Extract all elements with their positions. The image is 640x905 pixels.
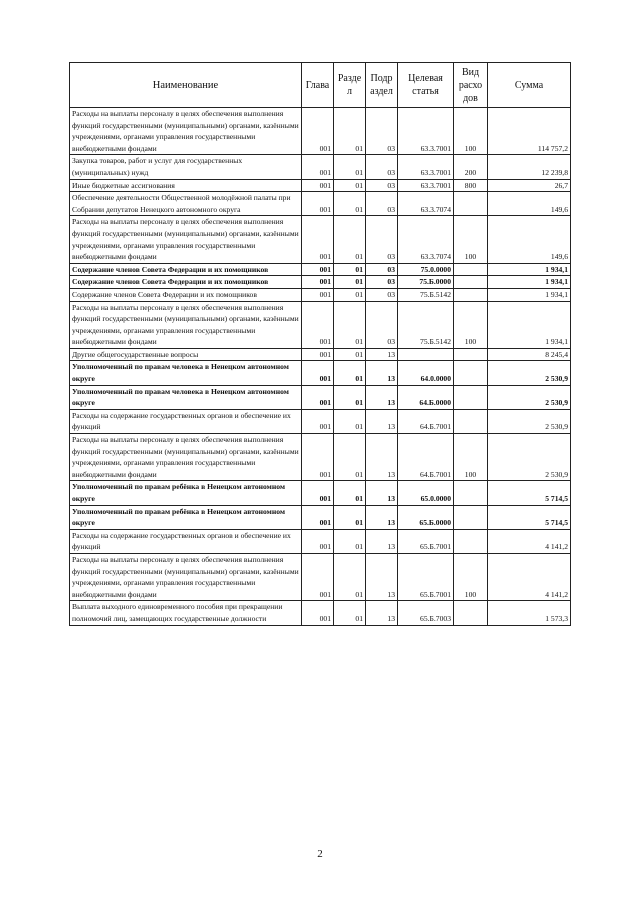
table-row <box>70 385 571 409</box>
cell-vid <box>454 348 488 361</box>
cell-target <box>398 348 454 361</box>
cell-vid: 100 <box>454 434 488 481</box>
cell-razdel: 01 <box>334 481 366 505</box>
cell-vid: 100 <box>454 553 488 600</box>
cell-name: Расходы на содержание государственных органов и обеспечение их функций <box>70 409 302 433</box>
cell-target: 64.Б.7001 <box>398 434 454 481</box>
cell-name: Обеспечение деятельности Общественной молодёжной палаты при Собрании депутатов Ненецкого автономного округа <box>70 192 302 216</box>
cell-podrazdel: 13 <box>366 434 398 481</box>
cell-glava: 001 <box>302 108 334 155</box>
cell-podrazdel: 03 <box>366 263 398 276</box>
table-row <box>70 481 571 505</box>
cell-glava: 001 <box>302 481 334 505</box>
cell-vid <box>454 276 488 289</box>
cell-podrazdel: 03 <box>366 288 398 301</box>
cell-razdel: 01 <box>334 108 366 155</box>
cell-razdel: 01 <box>334 155 366 179</box>
table-row <box>70 601 571 625</box>
cell-razdel: 01 <box>334 529 366 553</box>
cell-razdel: 01 <box>334 179 366 192</box>
cell-glava: 001 <box>302 409 334 433</box>
cell-name: Содержание членов Совета Федерации и их помощников <box>70 288 302 301</box>
header-glava: Глава <box>302 63 334 108</box>
cell-vid <box>454 409 488 433</box>
cell-razdel: 01 <box>334 301 366 348</box>
table-row <box>70 216 571 263</box>
cell-name: Расходы на содержание государственных органов и обеспечение их функций <box>70 529 302 553</box>
table-row <box>70 553 571 600</box>
header-name: Наименование <box>70 63 302 108</box>
cell-glava: 001 <box>302 385 334 409</box>
cell-glava: 001 <box>302 553 334 600</box>
cell-sum: 1 934,1 <box>488 263 571 276</box>
cell-podrazdel: 13 <box>366 553 398 600</box>
cell-glava: 001 <box>302 601 334 625</box>
cell-podrazdel: 13 <box>366 505 398 529</box>
cell-name: Содержание членов Совета Федерации и их помощников <box>70 276 302 289</box>
table-row <box>70 505 571 529</box>
header-podrazdel: Подр аздел <box>366 63 398 108</box>
cell-name: Расходы на выплаты персоналу в целях обеспечения выполнения функций государственными (муниципальными) органами, казёнными учреждениями, органами управления государственными внебюджетными фондами <box>70 301 302 348</box>
cell-name: Уполномоченный по правам ребёнка в Ненецком автономном округе <box>70 481 302 505</box>
cell-name: Другие общегосударственные вопросы <box>70 348 302 361</box>
cell-glava: 001 <box>302 179 334 192</box>
cell-target: 64.0.0000 <box>398 361 454 385</box>
cell-glava: 001 <box>302 301 334 348</box>
cell-razdel: 01 <box>334 276 366 289</box>
cell-target: 65.0.0000 <box>398 481 454 505</box>
cell-glava: 001 <box>302 348 334 361</box>
cell-glava: 001 <box>302 263 334 276</box>
cell-sum: 8 245,4 <box>488 348 571 361</box>
cell-target: 75.Б.5142 <box>398 288 454 301</box>
cell-vid <box>454 288 488 301</box>
cell-target: 65.Б.7003 <box>398 601 454 625</box>
table-row <box>70 409 571 433</box>
cell-razdel: 01 <box>334 434 366 481</box>
cell-name: Расходы на выплаты персоналу в целях обеспечения выполнения функций государственными (муниципальными) органами, казёнными учреждениями, органами управления государственными внебюджетными фондами <box>70 108 302 155</box>
header-target: Целевая статья <box>398 63 454 108</box>
cell-podrazdel: 03 <box>366 276 398 289</box>
cell-razdel: 01 <box>334 192 366 216</box>
cell-glava: 001 <box>302 216 334 263</box>
cell-razdel: 01 <box>334 553 366 600</box>
cell-target: 75.0.0000 <box>398 263 454 276</box>
table-row <box>70 276 571 289</box>
cell-target: 63.3.7074 <box>398 192 454 216</box>
cell-vid <box>454 385 488 409</box>
cell-razdel: 01 <box>334 361 366 385</box>
table-row <box>70 348 571 361</box>
cell-sum: 2 530,9 <box>488 385 571 409</box>
cell-name: Закупка товаров, работ и услуг для государственных (муниципальных) нужд <box>70 155 302 179</box>
cell-vid <box>454 361 488 385</box>
cell-razdel: 01 <box>334 409 366 433</box>
cell-razdel: 01 <box>334 505 366 529</box>
cell-sum: 1 934,1 <box>488 288 571 301</box>
table-row <box>70 434 571 481</box>
cell-podrazdel: 03 <box>366 179 398 192</box>
cell-sum: 4 141,2 <box>488 553 571 600</box>
cell-podrazdel: 03 <box>366 108 398 155</box>
cell-podrazdel: 13 <box>366 385 398 409</box>
cell-sum: 5 714,5 <box>488 481 571 505</box>
cell-name: Выплата выходного единовременного пособия при прекращении полномочий лиц, замещающих государственные должности <box>70 601 302 625</box>
cell-glava: 001 <box>302 288 334 301</box>
cell-sum: 2 530,9 <box>488 361 571 385</box>
cell-target: 64.Б.7001 <box>398 409 454 433</box>
cell-razdel: 01 <box>334 216 366 263</box>
cell-glava: 001 <box>302 505 334 529</box>
table-row <box>70 301 571 348</box>
table-row <box>70 155 571 179</box>
cell-sum: 149,6 <box>488 216 571 263</box>
table-row <box>70 361 571 385</box>
cell-podrazdel: 13 <box>366 601 398 625</box>
cell-podrazdel: 03 <box>366 155 398 179</box>
cell-vid <box>454 505 488 529</box>
cell-target: 63.3.7001 <box>398 179 454 192</box>
cell-name: Расходы на выплаты персоналу в целях обеспечения выполнения функций государственными (муниципальными) органами, казёнными учреждениями, органами управления государственными внебюджетными фондами <box>70 216 302 263</box>
cell-sum: 2 530,9 <box>488 434 571 481</box>
cell-vid <box>454 263 488 276</box>
cell-vid <box>454 601 488 625</box>
cell-podrazdel: 03 <box>366 192 398 216</box>
cell-razdel: 01 <box>334 348 366 361</box>
cell-target: 63.3.7001 <box>398 108 454 155</box>
table-row <box>70 108 571 155</box>
cell-sum: 2 530,9 <box>488 409 571 433</box>
cell-razdel: 01 <box>334 601 366 625</box>
header-razdel: Разде л <box>334 63 366 108</box>
cell-target: 75.Б.5142 <box>398 301 454 348</box>
cell-target: 65.Б.0000 <box>398 505 454 529</box>
cell-sum: 149,6 <box>488 192 571 216</box>
cell-glava: 001 <box>302 192 334 216</box>
cell-target: 63.3.7074 <box>398 216 454 263</box>
cell-podrazdel: 13 <box>366 481 398 505</box>
cell-sum: 26,7 <box>488 179 571 192</box>
cell-sum: 4 141,2 <box>488 529 571 553</box>
cell-razdel: 01 <box>334 385 366 409</box>
cell-target: 65.Б.7001 <box>398 553 454 600</box>
cell-glava: 001 <box>302 529 334 553</box>
table-row <box>70 288 571 301</box>
cell-podrazdel: 13 <box>366 529 398 553</box>
cell-podrazdel: 13 <box>366 361 398 385</box>
header-sum: Сумма <box>488 63 571 108</box>
cell-vid: 100 <box>454 108 488 155</box>
cell-target: 65.Б.7001 <box>398 529 454 553</box>
cell-podrazdel: 03 <box>366 216 398 263</box>
table-row <box>70 192 571 216</box>
cell-name: Уполномоченный по правам ребёнка в Ненецком автономном округе <box>70 505 302 529</box>
cell-name: Расходы на выплаты персоналу в целях обеспечения выполнения функций государственными (муниципальными) органами, казёнными учреждениями, органами управления государственными внебюджетными фондами <box>70 434 302 481</box>
cell-sum: 1 934,1 <box>488 276 571 289</box>
cell-glava: 001 <box>302 434 334 481</box>
cell-vid <box>454 192 488 216</box>
cell-glava: 001 <box>302 361 334 385</box>
cell-target: 64.Б.0000 <box>398 385 454 409</box>
cell-podrazdel: 13 <box>366 409 398 433</box>
header-vid: Вид расхо дов <box>454 63 488 108</box>
page-number: 2 <box>317 848 323 860</box>
cell-razdel: 01 <box>334 288 366 301</box>
cell-name: Уполномоченный по правам человека в Ненецком автономном округе <box>70 361 302 385</box>
cell-podrazdel: 13 <box>366 348 398 361</box>
cell-glava: 001 <box>302 276 334 289</box>
cell-target: 63.3.7001 <box>398 155 454 179</box>
cell-vid: 100 <box>454 301 488 348</box>
cell-vid: 100 <box>454 216 488 263</box>
cell-name: Расходы на выплаты персоналу в целях обеспечения выполнения функций государственными (муниципальными) органами, казёнными учреждениями, органами управления государственными внебюджетными фондами <box>70 553 302 600</box>
cell-sum: 114 757,2 <box>488 108 571 155</box>
cell-vid: 800 <box>454 179 488 192</box>
cell-target: 75.Б.0000 <box>398 276 454 289</box>
table-row <box>70 529 571 553</box>
cell-sum: 1 934,1 <box>488 301 571 348</box>
cell-podrazdel: 03 <box>366 301 398 348</box>
cell-vid <box>454 481 488 505</box>
cell-vid: 200 <box>454 155 488 179</box>
table-row <box>70 179 571 192</box>
cell-name: Уполномоченный по правам человека в Ненецком автономном округе <box>70 385 302 409</box>
cell-razdel: 01 <box>334 263 366 276</box>
cell-name: Иные бюджетные ассигнования <box>70 179 302 192</box>
cell-sum: 12 239,8 <box>488 155 571 179</box>
header-row <box>70 63 571 108</box>
cell-name: Содержание членов Совета Федерации и их помощников <box>70 263 302 276</box>
cell-vid <box>454 529 488 553</box>
table-row <box>70 263 571 276</box>
cell-sum: 5 714,5 <box>488 505 571 529</box>
cell-sum: 1 573,3 <box>488 601 571 625</box>
cell-glava: 001 <box>302 155 334 179</box>
budget-table <box>69 62 571 626</box>
